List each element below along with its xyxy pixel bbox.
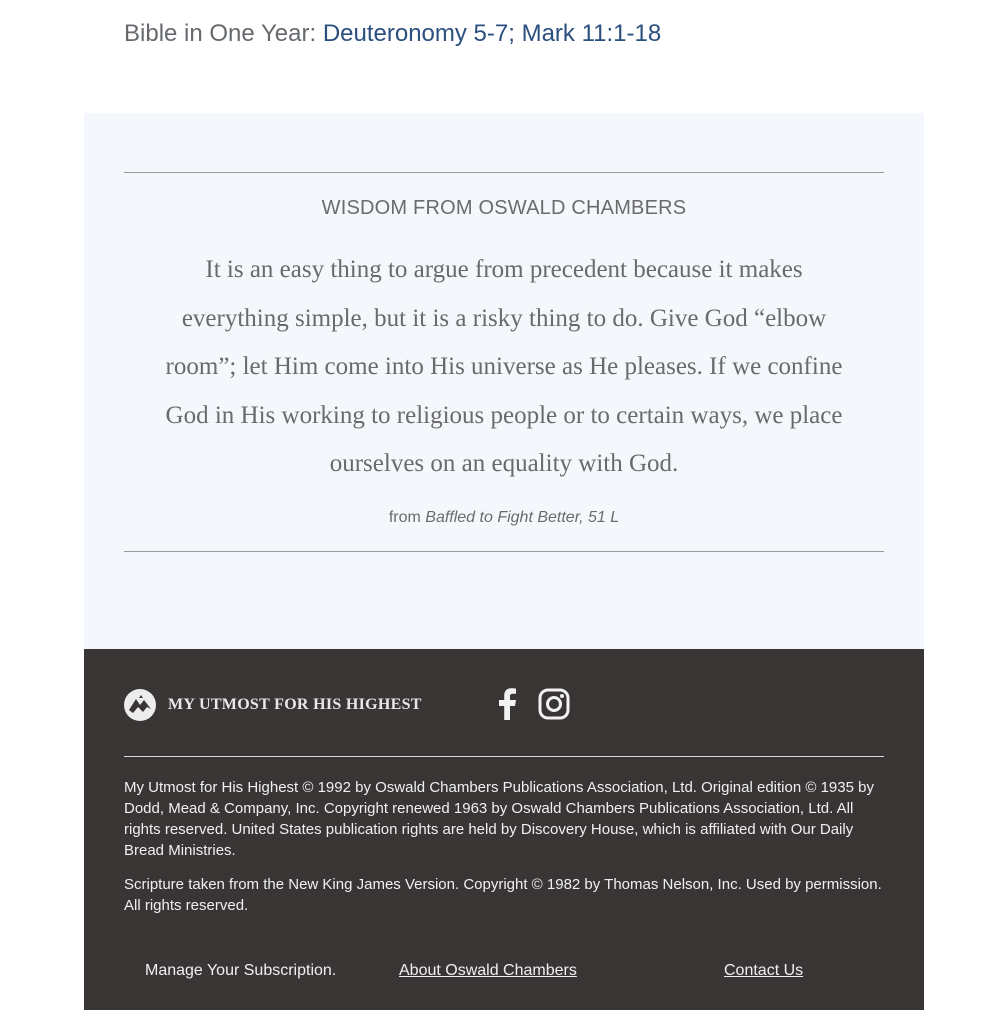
instagram-icon[interactable]: [537, 687, 571, 721]
divider: [124, 551, 884, 552]
brand-name: MY UTMOST FOR HIS HIGHEST: [168, 696, 422, 713]
quote-source: [84, 509, 924, 527]
source-title: Baffled to Fight Better, 51 L: [425, 509, 620, 526]
wisdom-quote: It is an easy thing to argue from precedent because it makes everything simple, but it is a risky thing to do. Give God “elbow room”; let Him come into His universe as He pleases. If we confine God in His working to religious people or to certain ways, we place ourselves on an equality with God.: [165, 256, 843, 477]
source-prefix: from: [388, 509, 421, 526]
divider: [124, 172, 884, 173]
scripture-notice: Scripture taken from the New King James Version. Copyright © 1982 by Thomas Nelson, Inc. Used by permission. All rights reserved.: [124, 876, 882, 914]
manage-subscription-link[interactable]: Manage Your Subscription.: [145, 962, 337, 979]
footer: [84, 649, 924, 1010]
brand[interactable]: [124, 689, 422, 721]
brand-logo-icon: [124, 689, 156, 721]
bible-in-one-year: [124, 20, 661, 48]
facebook-icon[interactable]: [490, 687, 524, 721]
footer-divider: [124, 756, 884, 757]
wisdom-heading: WISDOM FROM OSWALD CHAMBERS: [321, 197, 687, 219]
bible-readings-link[interactable]: Deuteronomy 5-7; Mark 11:1-18: [322, 20, 662, 47]
copyright-text: My Utmost for His Highest © 1992 by Oswald Chambers Publications Association, Ltd. Original edition © 1935 by Dodd, Mead & Company, Inc. Copyright renewed 1963 by Oswald Chambers Publications Association, Ltd. All rights reserved. United States publication rights are held by Discovery House, which is affiliated with Our Daily Bread Ministries.: [124, 779, 874, 859]
footer-links: [84, 962, 924, 984]
wisdom-section: [84, 113, 924, 649]
contact-us-link[interactable]: Contact Us: [724, 962, 804, 979]
about-oswald-chambers-link[interactable]: About Oswald Chambers: [399, 962, 577, 979]
bible-label: Bible in One Year:: [124, 20, 317, 47]
